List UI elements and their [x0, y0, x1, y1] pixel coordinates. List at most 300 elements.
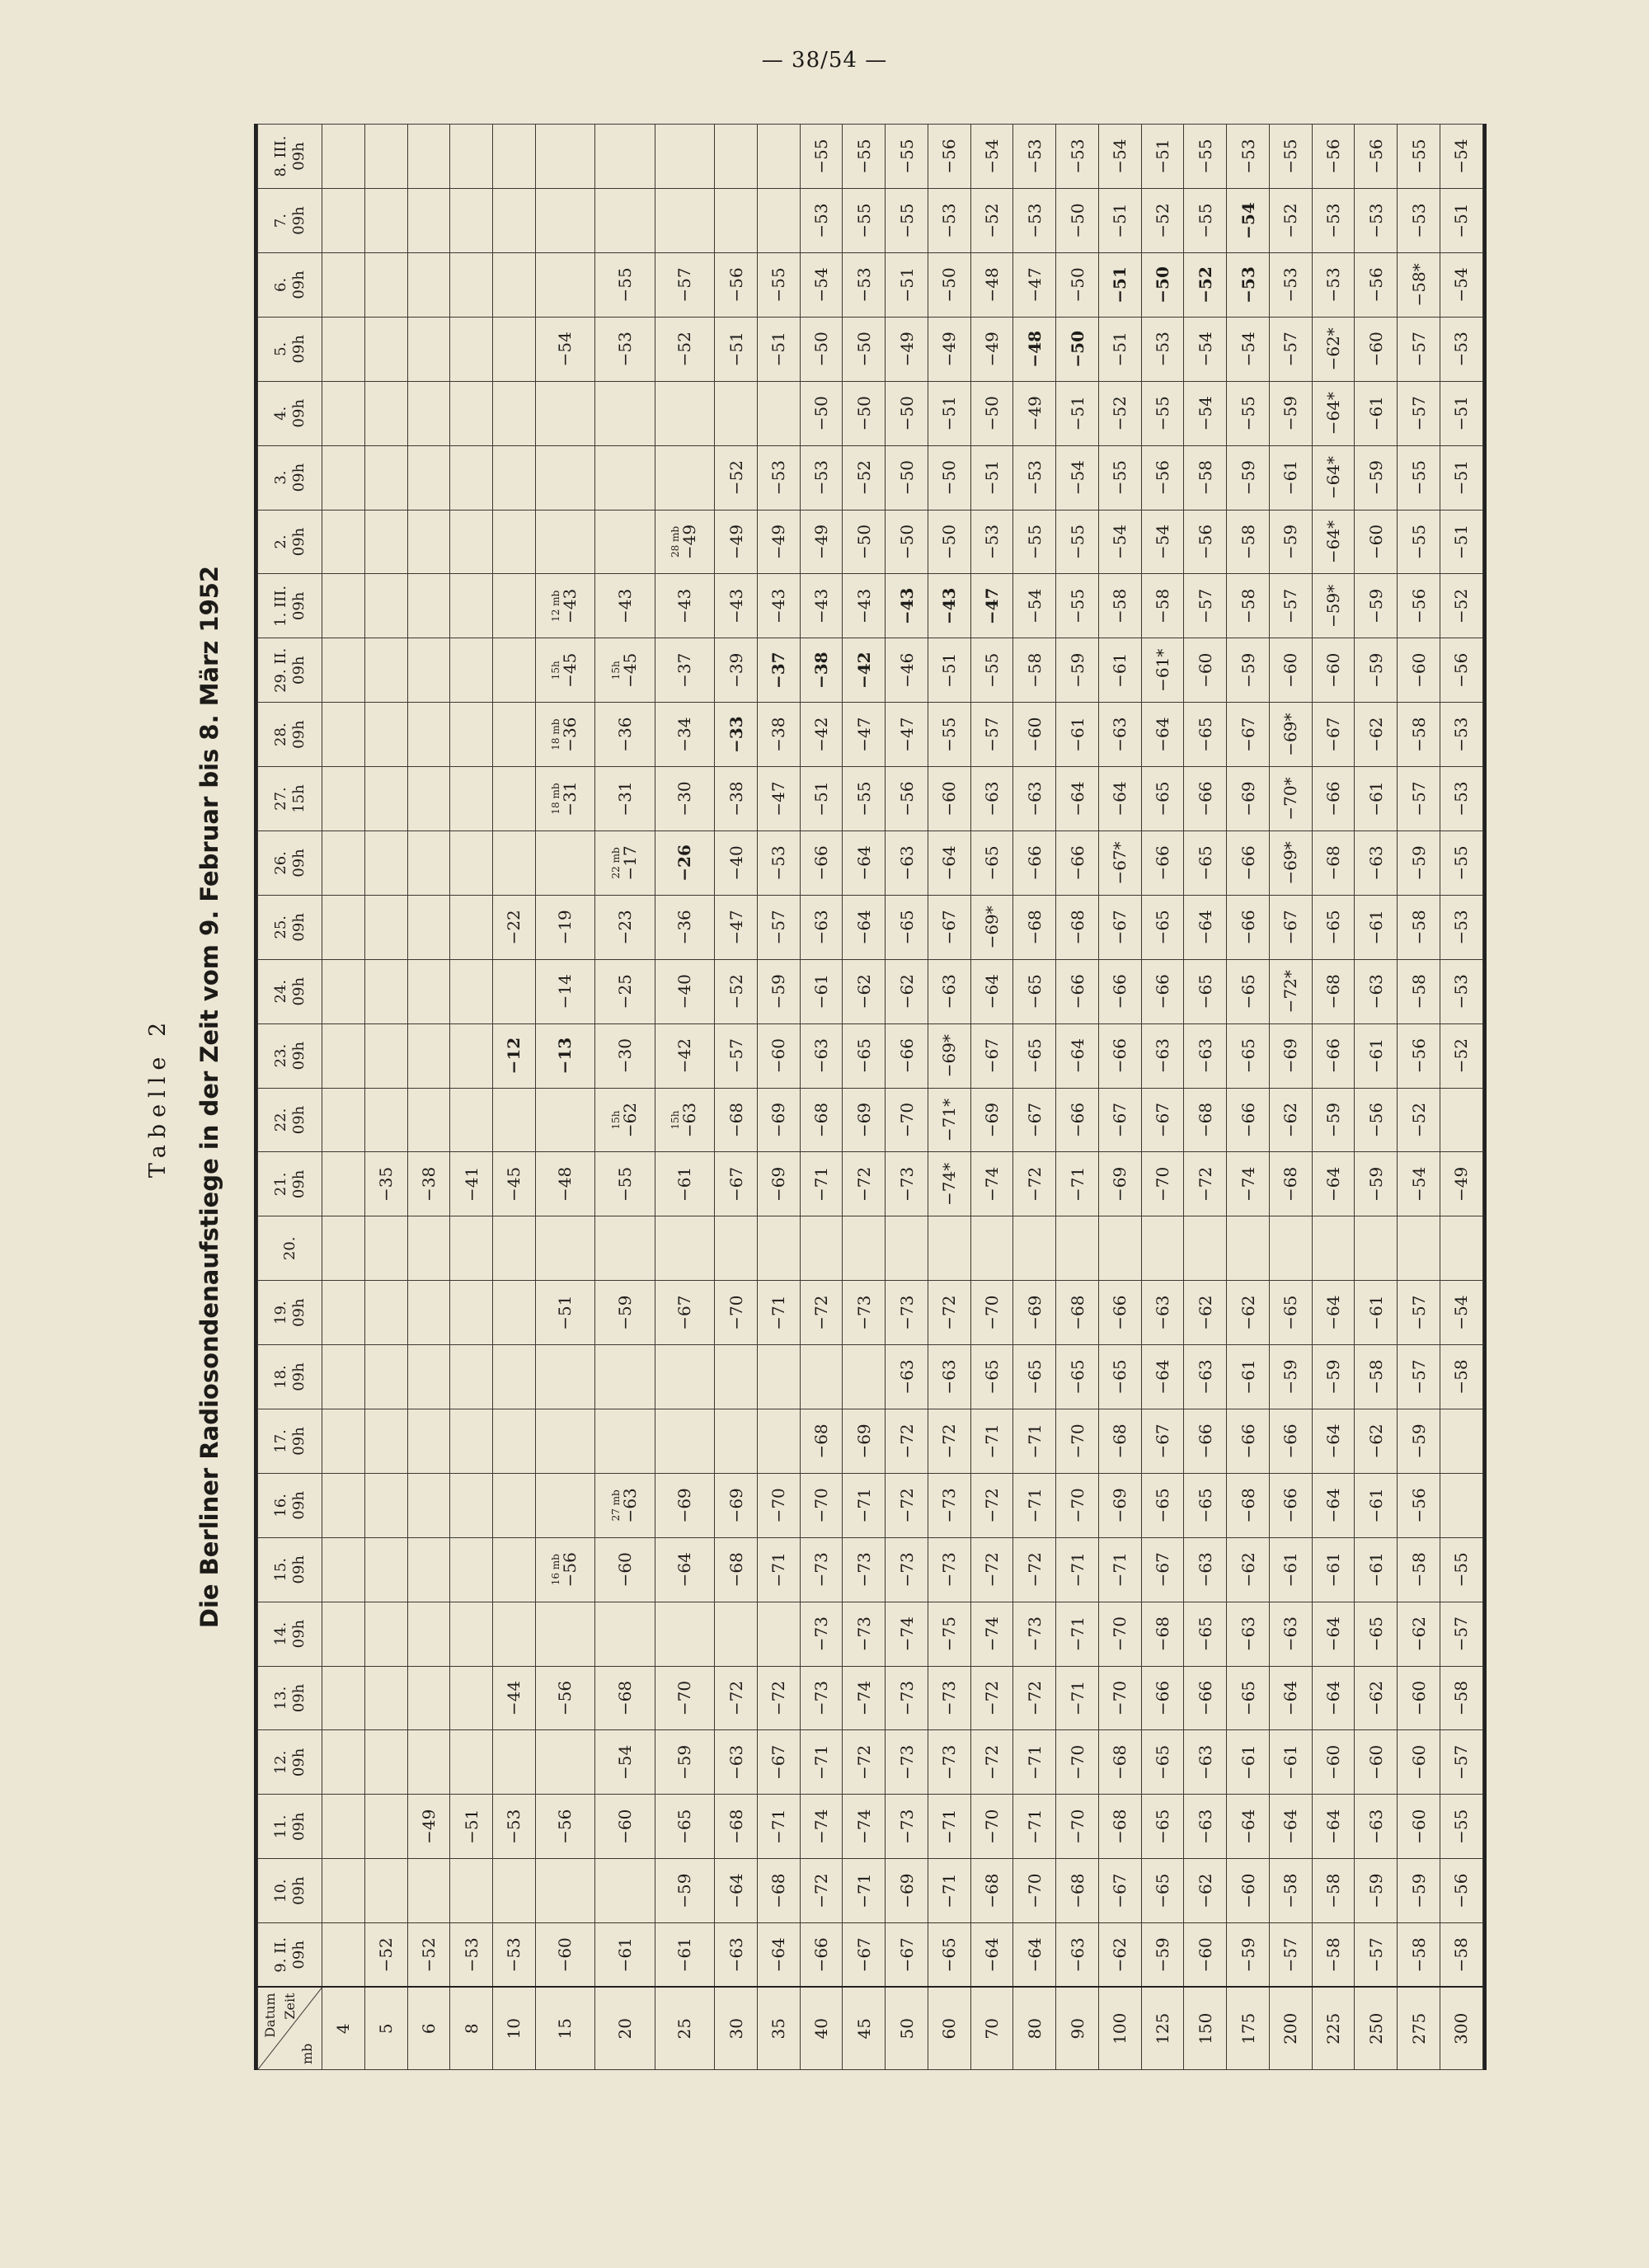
- temperature-cell: −69: [843, 1409, 886, 1473]
- temperature-cell: [757, 381, 800, 445]
- temperature-cell: [1141, 1216, 1184, 1281]
- column-header: [258, 1730, 322, 1795]
- temperature-cell: −55: [1141, 381, 1184, 445]
- temperature-cell: −74: [843, 1666, 886, 1730]
- temperature-cell: −56: [1398, 574, 1440, 638]
- temperature-cell: −74: [843, 1795, 886, 1859]
- temperature-cell: −67: [1098, 1088, 1141, 1152]
- temperature-cell: −71: [1013, 1730, 1056, 1795]
- pressure-level-label: 4: [322, 1988, 365, 2070]
- temperature-cell: −54: [970, 125, 1013, 189]
- temperature-cell: [493, 959, 536, 1023]
- temperature-cell: −45: [493, 1152, 536, 1216]
- temperature-cell: −64: [1269, 1795, 1312, 1859]
- temperature-cell: −68: [1184, 1088, 1227, 1152]
- temperature-cell: −66: [1056, 959, 1099, 1023]
- temperature-cell: [322, 767, 365, 831]
- temperature-cell: −56: [1355, 125, 1398, 189]
- temperature-cell: −57: [1269, 317, 1312, 381]
- temperature-cell: [715, 189, 758, 253]
- temperature-cell: [715, 1216, 758, 1281]
- temperature-cell: −53: [757, 831, 800, 895]
- temperature-cell: −57: [715, 1023, 758, 1088]
- temperature-cell: [1013, 1216, 1056, 1281]
- cell-value: −63: [619, 1488, 640, 1523]
- temperature-cell: [407, 1088, 450, 1152]
- table-row: [535, 125, 594, 2070]
- temperature-cell: [493, 1537, 536, 1602]
- column-date: 11.: [271, 1814, 289, 1839]
- temperature-cell: −53: [1227, 125, 1270, 189]
- temperature-cell: [407, 317, 450, 381]
- cell-note: 28 mb: [669, 525, 682, 558]
- temperature-cell: −67: [886, 1923, 928, 1988]
- temperature-cell: −59: [1355, 1859, 1398, 1923]
- temperature-cell: [1355, 1216, 1398, 1281]
- temperature-cell: −64: [970, 959, 1013, 1023]
- pressure-level-label: 275: [1398, 1988, 1440, 2070]
- temperature-cell: [322, 1859, 365, 1923]
- temperature-cell: −56: [1312, 125, 1355, 189]
- temperature-cell: −51: [1440, 445, 1482, 510]
- temperature-cell: −65: [1227, 959, 1270, 1023]
- temperature-cell: −64: [1312, 1409, 1355, 1473]
- temperature-cell: −59: [1355, 1152, 1398, 1216]
- temperature-cell: −60: [535, 1923, 594, 1988]
- temperature-cell: [535, 1859, 594, 1923]
- temperature-cell: −53: [1440, 317, 1482, 381]
- temperature-cell: −58: [1312, 1923, 1355, 1988]
- temperature-cell: −56: [1398, 1473, 1440, 1537]
- temperature-cell: −59: [1227, 1923, 1270, 1988]
- temperature-cell: [450, 125, 493, 189]
- column-header: [258, 1088, 322, 1152]
- temperature-cell: [493, 125, 536, 189]
- temperature-cell: −63: [970, 767, 1013, 831]
- temperature-cell: −71: [757, 1795, 800, 1859]
- temperature-cell: −66: [1098, 1023, 1141, 1088]
- temperature-cell: −61: [1355, 1473, 1398, 1537]
- temperature-cell: −51: [928, 638, 970, 703]
- column-header: [258, 767, 322, 831]
- temperature-cell: −63: [1013, 767, 1056, 831]
- column-time: 09h: [289, 335, 308, 364]
- temperature-cell: −69: [843, 1088, 886, 1152]
- temperature-cell: −59*: [1312, 574, 1355, 638]
- temperature-cell: −66: [1184, 1666, 1227, 1730]
- temperature-cell: −70: [715, 1281, 758, 1345]
- column-time: 09h: [289, 1748, 308, 1777]
- temperature-cell: −43: [655, 574, 714, 638]
- temperature-cell: −43: [843, 574, 886, 638]
- pressure-level-label: 45: [843, 1988, 886, 2070]
- temperature-cell: [655, 381, 714, 445]
- column-date: 19.: [271, 1301, 289, 1325]
- temperature-cell: −58: [1398, 1923, 1440, 1988]
- temperature-cell: −55: [886, 125, 928, 189]
- temperature-cell: −64: [757, 1923, 800, 1988]
- temperature-cell: −64*: [1312, 445, 1355, 510]
- temperature-cell: −61: [655, 1152, 714, 1216]
- temperature-cell: −53: [1312, 252, 1355, 317]
- temperature-cell: −67: [1141, 1409, 1184, 1473]
- temperature-cell: −72: [757, 1666, 800, 1730]
- column-date: 7.: [271, 213, 289, 228]
- temperature-cell: −61: [1227, 1345, 1270, 1409]
- temperature-cell: [493, 1409, 536, 1473]
- temperature-cell: −61: [1355, 1023, 1398, 1088]
- column-date: 5.: [271, 341, 289, 356]
- temperature-cell: −69: [1269, 1023, 1312, 1088]
- temperature-cell: −73: [886, 1730, 928, 1795]
- temperature-cell: −60: [1355, 317, 1398, 381]
- temperature-cell: −54: [1227, 317, 1270, 381]
- temperature-cell: −70: [757, 1473, 800, 1537]
- pressure-level-label: 200: [1269, 1988, 1312, 2070]
- temperature-cell: −67: [1269, 895, 1312, 959]
- temperature-cell: −71: [800, 1152, 843, 1216]
- temperature-cell: −74: [1227, 1152, 1270, 1216]
- temperature-cell: −69: [1098, 1152, 1141, 1216]
- temperature-cell: −64: [1013, 1923, 1056, 1988]
- temperature-cell: −54: [535, 317, 594, 381]
- temperature-cell: −66: [800, 831, 843, 895]
- temperature-cell: −49: [1440, 1152, 1482, 1216]
- temperature-cell: −51: [1141, 125, 1184, 189]
- temperature-cell: −70: [886, 1088, 928, 1152]
- table-row: [715, 125, 758, 2070]
- temperature-cell: [322, 895, 365, 959]
- temperature-cell: −55: [1440, 1537, 1482, 1602]
- temperature-cell: −54: [1440, 1281, 1482, 1345]
- temperature-cell: −51: [715, 317, 758, 381]
- temperature-cell: −61: [1355, 767, 1398, 831]
- column-date: 3.: [271, 470, 289, 485]
- temperature-cell: −67: [1141, 1088, 1184, 1152]
- temperature-cell: [655, 445, 714, 510]
- temperature-cell: −43: [595, 574, 655, 638]
- temperature-cell: −55: [843, 125, 886, 189]
- temperature-cell: −62: [1227, 1281, 1270, 1345]
- temperature-cell: [715, 1409, 758, 1473]
- temperature-cell: −64: [1227, 1795, 1270, 1859]
- temperature-cell: −68: [715, 1795, 758, 1859]
- temperature-cell: [595, 1473, 655, 1537]
- temperature-cell: −73: [800, 1602, 843, 1666]
- temperature-cell: −50: [928, 252, 970, 317]
- temperature-cell: [364, 574, 407, 638]
- temperature-cell: −55: [595, 252, 655, 317]
- temperature-cell: −64: [1312, 1602, 1355, 1666]
- temperature-cell: −58: [1398, 959, 1440, 1023]
- temperature-cell: −66: [1141, 1666, 1184, 1730]
- temperature-cell: [493, 1730, 536, 1795]
- temperature-cell: −40: [715, 831, 758, 895]
- temperature-cell: −55: [1440, 831, 1482, 895]
- temperature-cell: −59: [1227, 638, 1270, 703]
- temperature-cell: −59: [655, 1730, 714, 1795]
- temperature-cell: −52: [1440, 1023, 1482, 1088]
- temperature-cell: −60: [1398, 1666, 1440, 1730]
- temperature-cell: −53: [1013, 189, 1056, 253]
- temperature-cell: −55: [886, 189, 928, 253]
- column-date: 13.: [271, 1686, 289, 1710]
- column-time: 09h: [289, 1169, 308, 1199]
- temperature-cell: −66: [1141, 831, 1184, 895]
- temperature-cell: −64: [1056, 767, 1099, 831]
- temperature-cell: −53: [1269, 252, 1312, 317]
- column-date: 29. II.: [271, 647, 289, 693]
- pressure-level-label: 6: [407, 1988, 450, 2070]
- temperature-cell: −52: [970, 189, 1013, 253]
- temperature-cell: [407, 767, 450, 831]
- temperature-cell: −58: [1227, 510, 1270, 574]
- temperature-cell: [450, 1730, 493, 1795]
- temperature-cell: −62: [1184, 1281, 1227, 1345]
- temperature-cell: −63: [800, 1023, 843, 1088]
- pressure-level-label: 225: [1312, 1988, 1355, 2070]
- pressure-level-label: 125: [1141, 1988, 1184, 2070]
- temperature-cell: −61: [1098, 638, 1141, 703]
- temperature-cell: −63: [1056, 1923, 1099, 1988]
- cell-value: −36: [560, 717, 580, 752]
- temperature-cell: −60: [1269, 638, 1312, 703]
- temperature-cell: −39: [715, 638, 758, 703]
- temperature-cell: −60: [595, 1537, 655, 1602]
- temperature-cell: −55: [595, 1152, 655, 1216]
- temperature-cell: [322, 125, 365, 189]
- pressure-level-label: 90: [1056, 1988, 1099, 2070]
- temperature-cell: [843, 1216, 886, 1281]
- temperature-cell: −59: [655, 1859, 714, 1923]
- temperature-cell: [450, 510, 493, 574]
- temperature-cell: −53: [1013, 125, 1056, 189]
- temperature-cell: [800, 1216, 843, 1281]
- temperature-cell: [715, 125, 758, 189]
- temperature-cell: −61: [1269, 1537, 1312, 1602]
- temperature-cell: −46: [886, 638, 928, 703]
- temperature-cell: [322, 831, 365, 895]
- temperature-cell: [450, 1345, 493, 1409]
- temperature-cell: −72: [970, 1666, 1013, 1730]
- corner-datum-label: Datum: [262, 1993, 278, 2038]
- temperature-cell: −69: [757, 1152, 800, 1216]
- temperature-cell: −70*: [1269, 767, 1312, 831]
- temperature-cell: [364, 125, 407, 189]
- cell-value: −31: [560, 781, 580, 816]
- temperature-cell: −52: [655, 317, 714, 381]
- column-header: [258, 959, 322, 1023]
- temperature-cell: −50: [1056, 317, 1099, 381]
- temperature-cell: −49: [886, 317, 928, 381]
- temperature-cell: −67: [970, 1023, 1013, 1088]
- temperature-cell: −48: [1013, 317, 1056, 381]
- temperature-cell: −56: [928, 125, 970, 189]
- temperature-cell: −72: [970, 1537, 1013, 1602]
- temperature-cell: −51: [450, 1795, 493, 1859]
- temperature-cell: [322, 1730, 365, 1795]
- temperature-cell: −60: [1355, 1730, 1398, 1795]
- temperature-cell: −66: [1013, 831, 1056, 895]
- temperature-cell: [407, 252, 450, 317]
- temperature-cell: −53: [1141, 317, 1184, 381]
- temperature-cell: −58: [1440, 1923, 1482, 1988]
- temperature-cell: −51: [1098, 252, 1141, 317]
- temperature-cell: −55: [1398, 445, 1440, 510]
- temperature-cell: −74: [970, 1152, 1013, 1216]
- temperature-cell: −66: [1098, 959, 1141, 1023]
- temperature-cell: −54: [1227, 189, 1270, 253]
- temperature-cell: −61: [1355, 381, 1398, 445]
- temperature-cell: [450, 1666, 493, 1730]
- temperature-cell: −51: [1098, 189, 1141, 253]
- temperature-cell: −54: [1440, 252, 1482, 317]
- temperature-cell: −66: [1184, 767, 1227, 831]
- temperature-cell: [322, 1152, 365, 1216]
- temperature-cell: −60: [757, 1023, 800, 1088]
- temperature-cell: −66: [1227, 831, 1270, 895]
- temperature-cell: −58: [1141, 574, 1184, 638]
- temperature-cell: −57: [1269, 574, 1312, 638]
- table-row: [843, 125, 886, 2070]
- temperature-cell: −68: [715, 1537, 758, 1602]
- temperature-cell: −55: [928, 703, 970, 767]
- temperature-cell: −55: [1184, 189, 1227, 253]
- temperature-cell: [322, 1281, 365, 1345]
- temperature-cell: [364, 959, 407, 1023]
- temperature-cell: −52: [364, 1923, 407, 1988]
- temperature-cell: −53: [1398, 189, 1440, 253]
- pressure-level-label: 8: [450, 1988, 493, 2070]
- temperature-cell: −60: [1398, 1795, 1440, 1859]
- temperature-cell: −64: [1312, 1473, 1355, 1537]
- temperature-cell: [322, 252, 365, 317]
- table-row: [1440, 125, 1482, 2070]
- temperature-cell: −57: [1398, 1281, 1440, 1345]
- temperature-cell: −56: [886, 767, 928, 831]
- temperature-cell: −68: [1056, 1859, 1099, 1923]
- temperature-cell: −64: [1141, 703, 1184, 767]
- temperature-cell: −54: [1013, 574, 1056, 638]
- pressure-level-label: 250: [1355, 1988, 1398, 2070]
- column-header: [258, 381, 322, 445]
- temperature-cell: −54: [1398, 1152, 1440, 1216]
- column-time: 09h: [289, 142, 308, 171]
- rotated-table-block: [140, 124, 1492, 2070]
- temperature-cell: −72: [970, 1473, 1013, 1537]
- temperature-cell: −35: [364, 1152, 407, 1216]
- temperature-cell: −73: [886, 1795, 928, 1859]
- temperature-cell: [1269, 1216, 1312, 1281]
- temperature-cell: [450, 574, 493, 638]
- column-date: 10.: [271, 1879, 289, 1903]
- temperature-cell: −57: [1184, 574, 1227, 638]
- temperature-cell: −60: [1013, 703, 1056, 767]
- temperature-cell: −69*: [1269, 831, 1312, 895]
- temperature-cell: [535, 767, 594, 831]
- temperature-cell: −73: [886, 1281, 928, 1345]
- column-header: [258, 510, 322, 574]
- column-header: [258, 1473, 322, 1537]
- column-time: 09h: [289, 720, 308, 749]
- column-header: [258, 1216, 322, 1281]
- cell-value: −56: [560, 1552, 580, 1588]
- temperature-cell: −31: [595, 767, 655, 831]
- temperature-cell: −33: [715, 703, 758, 767]
- temperature-cell: −71: [1056, 1152, 1099, 1216]
- temperature-cell: −65: [1269, 1281, 1312, 1345]
- temperature-cell: −64: [715, 1859, 758, 1923]
- temperature-cell: −63: [928, 959, 970, 1023]
- temperature-cell: −66: [1184, 1409, 1227, 1473]
- temperature-cell: [595, 1859, 655, 1923]
- temperature-cell: −65: [1184, 1473, 1227, 1537]
- column-time: 09h: [289, 1876, 308, 1905]
- temperature-cell: −51: [757, 317, 800, 381]
- temperature-cell: −59: [1355, 638, 1398, 703]
- temperature-cell: −53: [493, 1795, 536, 1859]
- temperature-cell: [493, 1602, 536, 1666]
- temperature-cell: [364, 1666, 407, 1730]
- pressure-level-label: 30: [715, 1988, 758, 2070]
- table-row: [1056, 125, 1099, 2070]
- temperature-cell: [535, 831, 594, 895]
- temperature-cell: −67: [1141, 1537, 1184, 1602]
- temperature-cell: [535, 1088, 594, 1152]
- temperature-cell: [364, 252, 407, 317]
- temperature-cell: −50: [886, 381, 928, 445]
- temperature-cell: −63: [715, 1730, 758, 1795]
- temperature-cell: −48: [535, 1152, 594, 1216]
- temperature-cell: −57: [757, 895, 800, 959]
- temperature-cell: −65: [1141, 1859, 1184, 1923]
- temperature-cell: [886, 1216, 928, 1281]
- temperature-cell: −51: [1440, 510, 1482, 574]
- temperature-cell: −72: [843, 1730, 886, 1795]
- temperature-cell: −65: [1141, 895, 1184, 959]
- table-title: Die Berliner Radiosondenaufstiege in der Zeit vom 9. Februar bis 8. März 1952: [195, 565, 223, 1629]
- temperature-cell: −72: [1013, 1152, 1056, 1216]
- temperature-cell: −59: [1355, 574, 1398, 638]
- temperature-cell: −62: [1184, 1859, 1227, 1923]
- temperature-cell: −63: [1355, 831, 1398, 895]
- temperature-cell: [450, 1859, 493, 1923]
- temperature-cell: −60: [1312, 1730, 1355, 1795]
- temperature-cell: −54: [1440, 125, 1482, 189]
- temperature-cell: −51: [1098, 317, 1141, 381]
- temperature-cell: −60: [1355, 510, 1398, 574]
- temperature-cell: −67*: [1098, 831, 1141, 895]
- temperature-cell: [535, 703, 594, 767]
- temperature-cell: [364, 1088, 407, 1152]
- temperature-cell: −68: [1141, 1602, 1184, 1666]
- column-header: [258, 317, 322, 381]
- temperature-cell: [407, 125, 450, 189]
- temperature-cell: [322, 445, 365, 510]
- temperature-cell: −47: [1013, 252, 1056, 317]
- temperature-cell: −69: [970, 1088, 1013, 1152]
- column-date: 24.: [271, 979, 289, 1004]
- temperature-cell: −66: [1098, 1281, 1141, 1345]
- temperature-cell: [407, 1409, 450, 1473]
- temperature-cell: [322, 189, 365, 253]
- temperature-cell: [450, 767, 493, 831]
- temperature-cell: −43: [800, 574, 843, 638]
- temperature-cell: −55: [1269, 125, 1312, 189]
- temperature-cell: [493, 1473, 536, 1537]
- temperature-cell: −58: [1269, 1859, 1312, 1923]
- column-header: [258, 895, 322, 959]
